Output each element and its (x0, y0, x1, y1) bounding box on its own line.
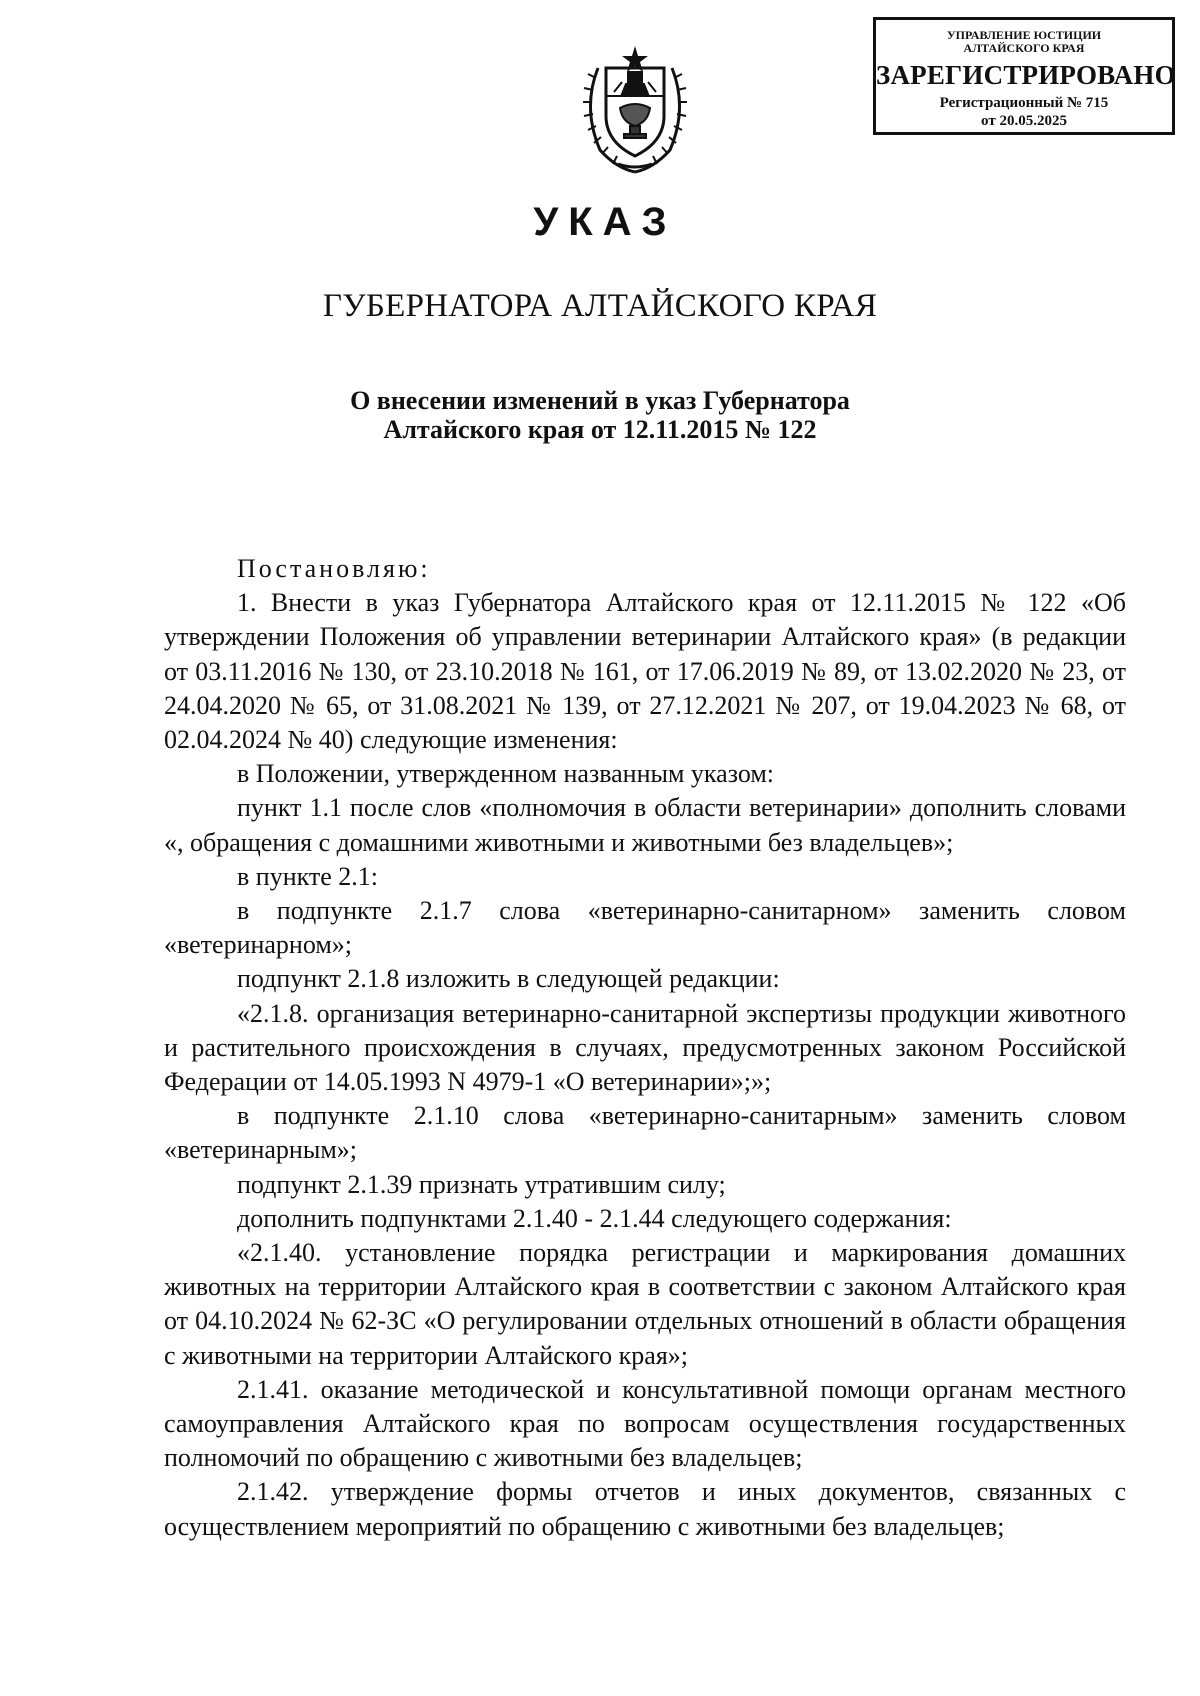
subject-line2: Алтайского края от 12.11.2015 № 122 (383, 415, 817, 444)
stamp-reg-label: Регистрационный № 715 (939, 95, 1109, 111)
document-issuer: ГУБЕРНАТОРА АЛТАЙСКОГО КРАЯ (322, 288, 878, 324)
subject-line1: О внесении изменений в указ Губернатора (350, 386, 850, 415)
stamp-date-label: от 20.05.2025 (981, 113, 1067, 129)
document-body (164, 552, 1126, 1544)
body-paragraph: в подпункте 2.1.7 слова «ветеринарно-санитарном» заменить словом «ветеринарном»; (164, 896, 1126, 960)
stamp-status: ЗАРЕГИСТРИРОВАНО (876, 60, 1176, 90)
body-paragraph: 1. Внести в указ Губернатора Алтайского края от 12.11.2015 № 122 «Об утверждении Положения об управлении ветеринарии Алтайского края» (в редакции от 03.11.2016 № 130, от 23.10.2018 № 161, от 17.06.2019 № 89, от 13.02.2020 № 23, от 24.04.2020 № 65, от 31.08.2021 № 139, от 27.12.2021 № 207, от 19.04.2023 № 68, от 02.04.2024 № 40) следующие изменения: (164, 588, 1126, 755)
body-paragraph: подпункт 2.1.8 изложить в следующей редакции: (237, 964, 780, 994)
body-paragraph: «2.1.8. организация ветеринарно-санитарной экспертизы продукции животного и растительного происхождения в случаях, предусмотренных законом Российской Федерации от 14.05.1993 N 4979-1 «О ветеринарии»;»; (164, 998, 1126, 1097)
body-paragraph: Постановляю: (237, 554, 431, 583)
body-paragraph: в подпункте 2.1.10 слова «ветеринарно-санитарным» заменить словом «ветеринарным»; (164, 1101, 1126, 1165)
body-paragraph: 2.1.42. утверждение формы отчетов и иных документов, связанных с осуществлением мероприятий по обращению с животными без владельцев; (164, 1477, 1126, 1541)
stamp-header-line2: АЛТАЙСКОГО КРАЯ (963, 41, 1085, 55)
body-paragraph: в пункте 2.1: (237, 861, 379, 891)
body-paragraph: пункт 1.1 после слов «полномочия в области ветеринарии» дополнить словами «, обращения с домашними животными и животными без владельцев»; (164, 793, 1126, 857)
body-paragraph: 2.1.41. оказание методической и консультативной помощи органам местного самоуправления Алтайского края по вопросам осуществления государственных полномочий по обращению с животными без владельцев; (164, 1374, 1126, 1473)
altai-krai-coat-of-arms-icon (578, 38, 692, 176)
body-paragraph: дополнить подпунктами 2.1.40 - 2.1.44 следующего содержания: (237, 1203, 952, 1233)
body-paragraph: подпункт 2.1.39 признать утратившим силу; (237, 1169, 726, 1199)
stamp-date (876, 112, 1172, 130)
stamp-header (876, 29, 1172, 55)
document-subject (300, 386, 900, 444)
stamp-header-line1: УПРАВЛЕНИЕ ЮСТИЦИИ (946, 28, 1102, 42)
body-paragraph: «2.1.40. установление порядка регистрации и маркирования домашних животных на территории Алтайского края в соответствии с законом Алтайского края от 04.10.2024 № 62-ЗС «О регулировании отдельных отношений в области обращения с животными на территории Алтайского края»; (164, 1238, 1126, 1370)
registration-stamp (873, 17, 1175, 135)
stamp-reg-number (876, 94, 1172, 112)
document-type: УКАЗ (533, 200, 677, 244)
body-paragraph: в Положении, утвержденном названным указом: (237, 759, 775, 789)
